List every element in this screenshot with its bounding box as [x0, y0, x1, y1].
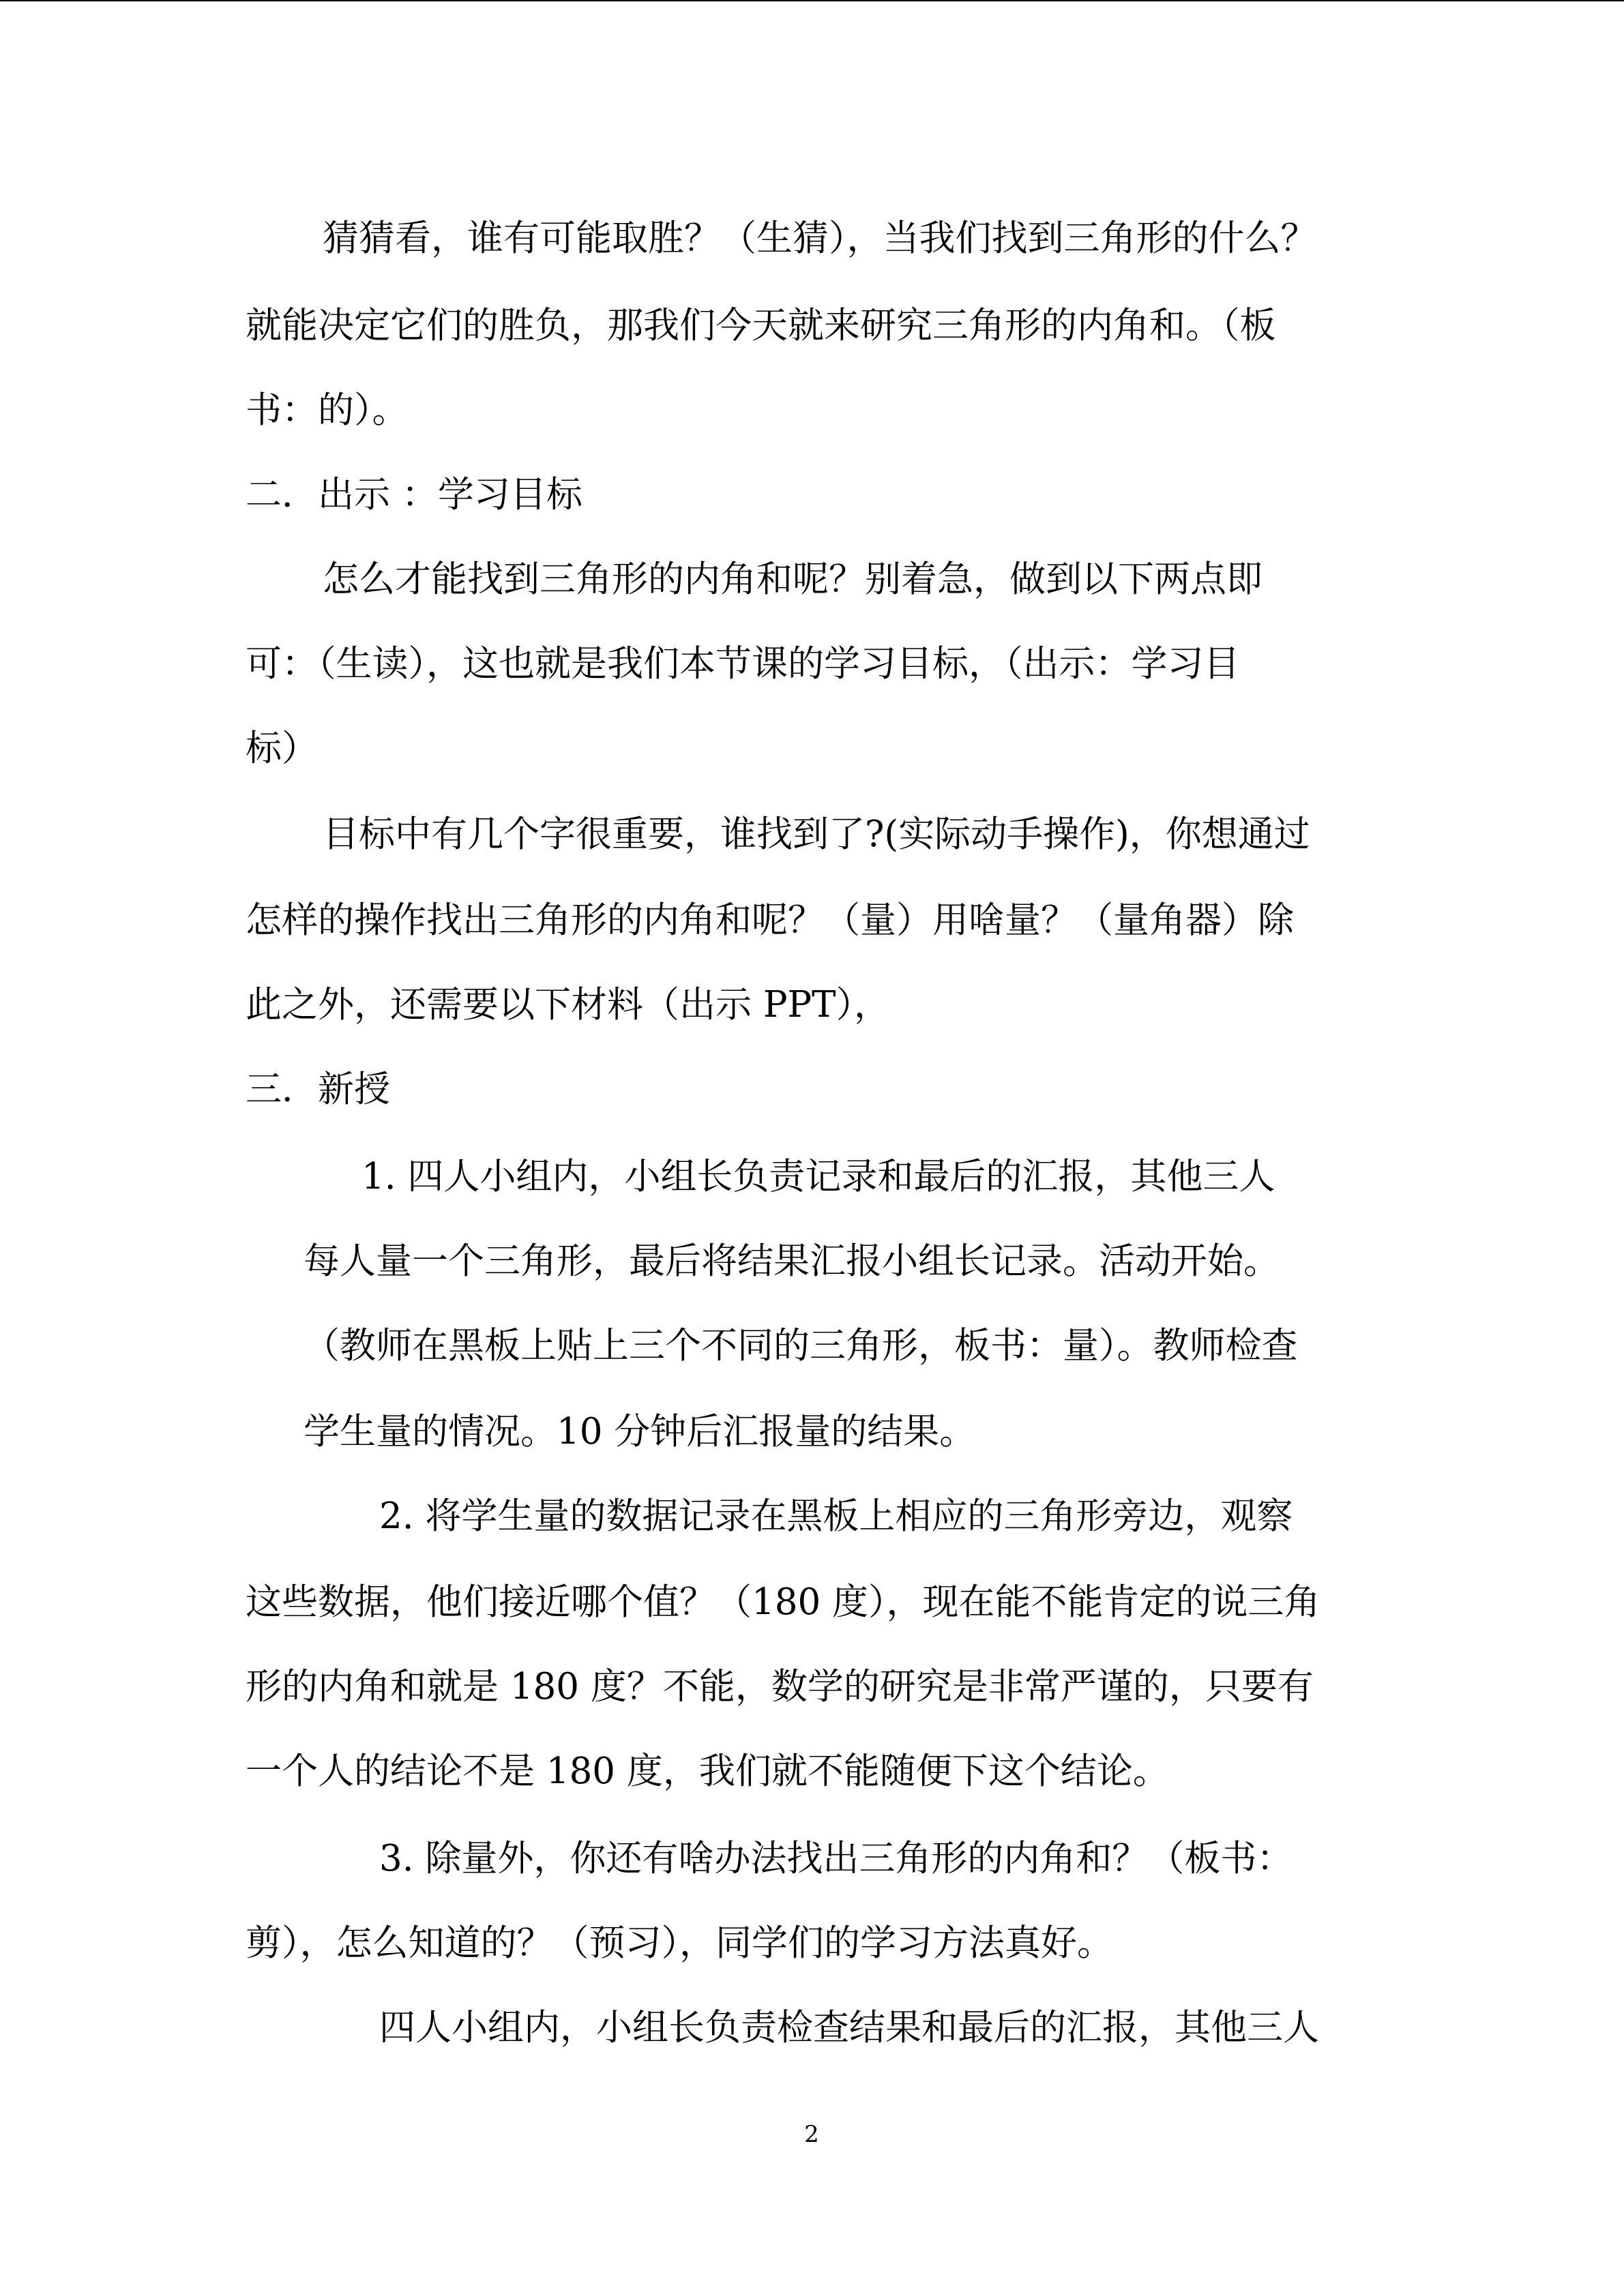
- paragraph-line: 一个人的结论不是 180 度，我们就不能随便下这个结论。: [246, 1750, 1169, 1792]
- paragraph-line: 怎么才能找到三角形的内角和呢？别着急，做到以下两点即: [323, 558, 1263, 600]
- list-item-line: 1. 四人小组内，小组长负责记录和最后的汇报，其他三人: [361, 1156, 1275, 1197]
- paragraph-line: 猜猜看，谁有可能取胜？（生猜），当我们找到三角形的什么？: [323, 218, 1317, 259]
- paragraph-line: 怎样的操作找出三角形的内角和呢？（量）用啥量？（量角器）除: [246, 899, 1294, 941]
- list-item-line: （教师在黑板上贴上三个不同的三角形，板书：量）。教师检查: [304, 1325, 1298, 1367]
- list-item-line: 每人量一个三角形，最后将结果汇报小组长记录。活动开始。: [304, 1240, 1280, 1282]
- paragraph-line: 书：的）。: [246, 389, 409, 431]
- paragraph-line: 目标中有几个字很重要，谁找到了?(实际动手操作)，你想通过: [323, 814, 1310, 855]
- paragraph-line: 标）: [246, 728, 318, 769]
- paragraph-line: 剪），怎么知道的？（预习），同学们的学习方法真好。: [246, 1922, 1113, 1964]
- paragraph-line: 形的内角和就是 180 度？不能，数学的研究是非常严谨的，只要有: [246, 1666, 1314, 1708]
- page-number: 2: [804, 2121, 819, 2148]
- paragraph-line: 四人小组内，小组长负责检查结果和最后的汇报，其他三人: [379, 2007, 1319, 2048]
- paragraph-line: 这些数据，他们接近哪个值？（180 度），现在能不能肯定的说三角: [246, 1581, 1320, 1623]
- paragraph-line: 可：（生读），这也就是我们本节课的学习目标，（出示：学习目: [246, 643, 1240, 685]
- section-heading: 二．出示 ：学习目标: [246, 474, 582, 516]
- paragraph-line: 就能决定它们的胜负，那我们今天就来研究三角形的内角和。（板: [246, 305, 1276, 346]
- list-item-line: 3. 除量外，你还有啥办法找出三角形的内角和？（板书：: [379, 1838, 1293, 1879]
- list-item-line: 2. 将学生量的数据记录在黑板上相应的三角形旁边，观察: [379, 1495, 1293, 1537]
- paragraph-line: 此之外，还需要以下材料（出示 PPT），: [246, 984, 891, 1026]
- page-top-border: [0, 0, 1624, 1]
- list-item-line: 学生量的情况。10 分钟后汇报量的结果。: [304, 1411, 976, 1452]
- section-heading: 三．新授: [246, 1069, 390, 1110]
